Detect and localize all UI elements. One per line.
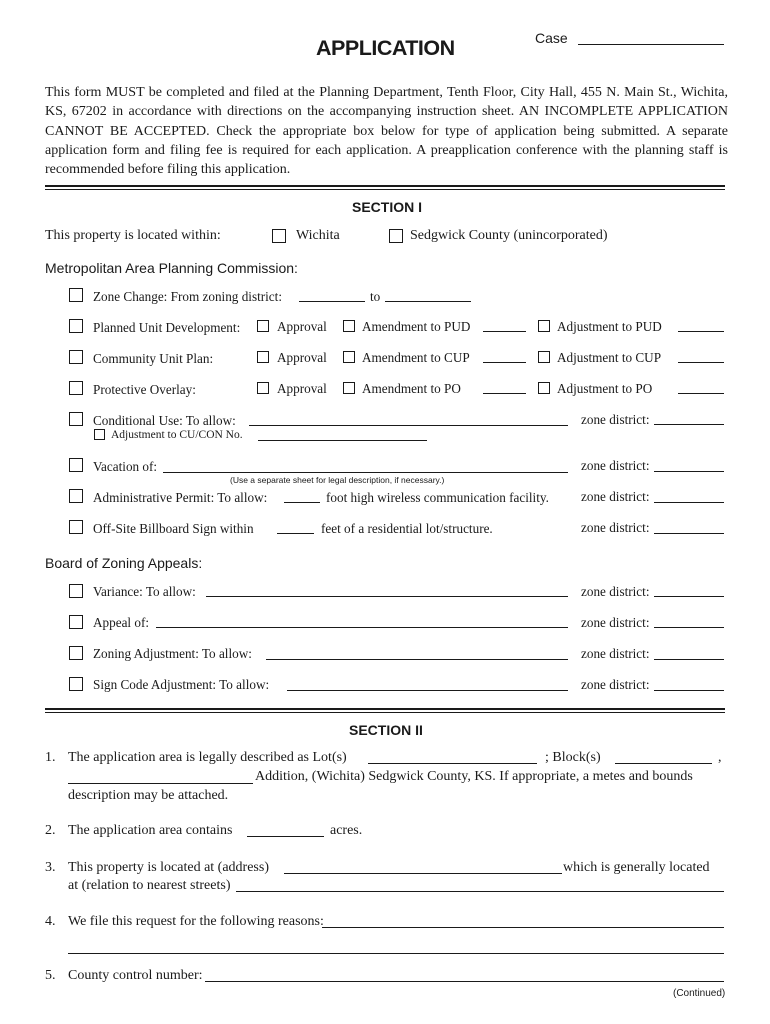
item-3-mid: which is generally located	[563, 860, 710, 875]
item-4-number: 4.	[45, 914, 56, 929]
vacation-label: Vacation of:	[93, 459, 158, 474]
acres-field[interactable]	[247, 836, 324, 837]
conditional-use-field[interactable]	[249, 425, 568, 426]
billboard-checkbox[interactable]	[69, 520, 83, 534]
variance-checkbox[interactable]	[69, 584, 83, 598]
zoning-adj-field[interactable]	[266, 659, 568, 660]
pud-amend-label: Amendment to PUD	[362, 319, 471, 334]
item-1-number: 1.	[45, 750, 56, 765]
mapc-heading: Metropolitan Area Planning Commission:	[45, 260, 298, 276]
po-adj-checkbox[interactable]	[538, 382, 550, 394]
po-approval-checkbox[interactable]	[257, 382, 269, 394]
zoning-adj-checkbox[interactable]	[69, 646, 83, 660]
admin-permit-height-field[interactable]	[284, 502, 320, 503]
sign-code-checkbox[interactable]	[69, 677, 83, 691]
billboard-distance-field[interactable]	[277, 533, 314, 534]
appeal-zone-label: zone district:	[581, 615, 650, 630]
pud-adj-field[interactable]	[678, 331, 724, 332]
po-adj-label: Adjustment to PO	[557, 381, 653, 396]
billboard-tail-label: feet of a residential lot/structure.	[321, 521, 493, 536]
cup-checkbox[interactable]	[69, 350, 83, 364]
streets-field[interactable]	[236, 891, 724, 892]
cup-label: Community Unit Plan:	[93, 351, 214, 366]
po-amend-field[interactable]	[483, 393, 526, 394]
reasons-field[interactable]	[322, 927, 724, 928]
location-label: This property is located within:	[45, 228, 221, 243]
county-control-field[interactable]	[205, 981, 724, 982]
section-divider	[45, 708, 725, 710]
addition-text: Addition, (Wichita) Sedgwick County, KS. If appropriate, a metes and bounds	[255, 769, 693, 784]
zone-change-label: Zone Change: From zoning district:	[93, 289, 282, 304]
pud-approval-checkbox[interactable]	[257, 320, 269, 332]
billboard-label: Off-Site Billboard Sign within	[93, 521, 254, 536]
appeal-checkbox[interactable]	[69, 615, 83, 629]
zone-from-field[interactable]	[299, 301, 365, 302]
zoning-adj-label: Zoning Adjustment: To allow:	[93, 646, 252, 661]
zoning-adj-zone-label: zone district:	[581, 646, 650, 661]
po-adj-field[interactable]	[678, 393, 724, 394]
lots-field[interactable]	[368, 763, 537, 764]
variance-zone-label: zone district:	[581, 584, 650, 599]
zone-change-checkbox[interactable]	[69, 288, 83, 302]
cup-adj-field[interactable]	[678, 362, 724, 363]
item-5-text: County control number:	[68, 968, 203, 983]
section-ii-title: SECTION II	[349, 722, 423, 738]
cup-amend-label: Amendment to CUP	[362, 350, 470, 365]
vacation-field[interactable]	[163, 472, 568, 473]
appeal-field[interactable]	[156, 627, 568, 628]
sedgwick-checkbox[interactable]	[389, 229, 403, 243]
conditional-use-checkbox[interactable]	[69, 412, 83, 426]
pud-checkbox[interactable]	[69, 319, 83, 333]
item-2-text: The application area contains	[68, 823, 233, 838]
acres-label: acres.	[330, 823, 363, 838]
sign-code-field[interactable]	[287, 690, 568, 691]
pud-adj-checkbox[interactable]	[538, 320, 550, 332]
sedgwick-label: Sedgwick County (unincorporated)	[410, 228, 608, 243]
item-4-text: We file this request for the following reasons:	[68, 914, 324, 929]
vacation-note: (Use a separate sheet for legal description, if necessary.)	[230, 475, 445, 485]
item-3-text: This property is located at (address)	[68, 860, 269, 875]
cup-approval-checkbox[interactable]	[257, 351, 269, 363]
adj-cucon-label: Adjustment to CU/CON No.	[111, 429, 243, 441]
pud-label: Planned Unit Development:	[93, 320, 241, 335]
conditional-zone-label: zone district:	[581, 412, 650, 427]
sign-code-zone-field[interactable]	[654, 690, 724, 691]
zoning-adj-zone-field[interactable]	[654, 659, 724, 660]
po-label: Protective Overlay:	[93, 382, 196, 397]
item-1-text: The application area is legally described as Lot(s)	[68, 750, 347, 765]
case-field[interactable]	[578, 44, 724, 45]
cup-amend-field[interactable]	[483, 362, 526, 363]
variance-zone-field[interactable]	[654, 596, 724, 597]
pud-approval-label: Approval	[277, 319, 327, 334]
adj-cucon-checkbox[interactable]	[94, 429, 105, 440]
item-3-tail: at (relation to nearest streets)	[68, 878, 231, 893]
pud-adj-label: Adjustment to PUD	[557, 319, 662, 334]
address-field[interactable]	[284, 873, 562, 874]
appeal-zone-field[interactable]	[654, 627, 724, 628]
conditional-zone-field[interactable]	[654, 424, 724, 425]
sign-code-label: Sign Code Adjustment: To allow:	[93, 677, 270, 692]
continued-label: (Continued)	[673, 988, 726, 999]
po-checkbox[interactable]	[69, 381, 83, 395]
admin-permit-checkbox[interactable]	[69, 489, 83, 503]
bza-heading: Board of Zoning Appeals:	[45, 555, 203, 571]
zone-to-label: to	[370, 289, 381, 304]
case-label: Case	[535, 30, 568, 46]
reasons-field-line-2[interactable]	[68, 953, 724, 954]
sign-code-zone-label: zone district:	[581, 677, 650, 692]
pud-amend-field[interactable]	[483, 331, 526, 332]
po-approval-label: Approval	[277, 381, 327, 396]
variance-label: Variance: To allow:	[93, 584, 196, 599]
item-3-number: 3.	[45, 860, 56, 875]
item-1-tail: description may be attached.	[68, 788, 229, 803]
cup-adj-checkbox[interactable]	[538, 351, 550, 363]
item-5-number: 5.	[45, 968, 56, 983]
adj-cucon-field[interactable]	[258, 440, 427, 441]
vacation-zone-field[interactable]	[654, 471, 724, 472]
block-label: ; Block(s)	[545, 750, 601, 765]
billboard-zone-field[interactable]	[654, 533, 724, 534]
cup-approval-label: Approval	[277, 350, 327, 365]
item-1-comma: ,	[718, 750, 722, 765]
admin-zone-label: zone district:	[581, 489, 650, 504]
vacation-checkbox[interactable]	[69, 458, 83, 472]
variance-field[interactable]	[206, 596, 568, 597]
cup-amend-checkbox[interactable]	[343, 351, 355, 363]
po-amend-checkbox[interactable]	[343, 382, 355, 394]
pud-amend-checkbox[interactable]	[343, 320, 355, 332]
section-divider	[45, 185, 725, 187]
section-i-title: SECTION I	[352, 199, 423, 215]
vacation-zone-label: zone district:	[581, 458, 650, 473]
appeal-label: Appeal of:	[93, 615, 150, 630]
zone-to-field[interactable]	[385, 301, 471, 302]
item-2-number: 2.	[45, 823, 56, 838]
po-amend-label: Amendment to PO	[362, 381, 461, 396]
block-field[interactable]	[615, 763, 712, 764]
billboard-zone-label: zone district:	[581, 520, 650, 535]
conditional-use-label: Conditional Use: To allow:	[93, 413, 236, 428]
admin-zone-field[interactable]	[654, 502, 724, 503]
admin-permit-label: Administrative Permit: To allow:	[93, 490, 268, 505]
wichita-label: Wichita	[296, 228, 340, 243]
wichita-checkbox[interactable]	[272, 229, 286, 243]
page-title: APPLICATION	[316, 36, 455, 60]
wireless-label: foot high wireless communication facility.	[326, 490, 549, 505]
cup-adj-label: Adjustment to CUP	[557, 350, 662, 365]
addition-field[interactable]	[68, 783, 253, 784]
intro-paragraph: This form MUST be completed and filed at the Planning Department, Tenth Floor, City Hall, 455 N. Main St., Wichita, KS, 67202 in accordance with directions on the accompanying instruction sheet. AN INCOMPLETE APPLICATION CANNOT BE ACCEPTED. Check the appropriate box below for type of application being submitted. A separate application form and filing fee is required for each application. A preapplication conference with the planning staff is recommended before filing this application.	[45, 85, 728, 178]
